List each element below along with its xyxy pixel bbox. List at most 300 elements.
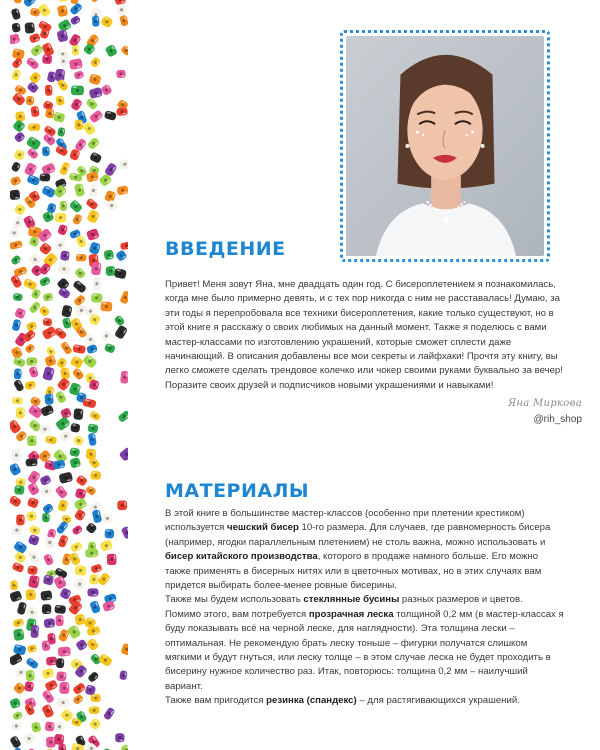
bead	[86, 344, 98, 354]
bead	[28, 524, 41, 536]
bead	[58, 744, 66, 750]
bead	[106, 266, 116, 276]
bead	[16, 514, 25, 525]
bead	[53, 112, 66, 124]
bead	[13, 644, 27, 656]
bead	[55, 213, 66, 223]
bead	[57, 499, 68, 512]
bead	[13, 681, 27, 695]
bead	[115, 3, 128, 16]
bead	[45, 346, 56, 358]
bead	[43, 318, 53, 326]
intro-paragraph	[165, 278, 565, 393]
bead	[41, 326, 57, 341]
bead	[71, 524, 83, 535]
bead	[73, 497, 87, 511]
intro-heading: ВВЕДЕНИЕ	[165, 238, 286, 260]
bead	[89, 574, 99, 585]
bead	[120, 371, 128, 384]
bead	[85, 522, 98, 535]
bead	[70, 98, 83, 112]
bead	[86, 228, 100, 241]
bead	[74, 267, 86, 280]
bead	[70, 541, 83, 553]
bead	[92, 277, 102, 291]
bead	[10, 462, 22, 476]
beads-decoration	[10, 0, 128, 750]
bead	[91, 293, 102, 303]
bead	[12, 48, 25, 60]
bead	[29, 33, 41, 44]
bead	[73, 70, 84, 79]
bead	[102, 600, 115, 612]
bead	[11, 216, 24, 231]
bead	[57, 224, 68, 236]
bead	[105, 529, 115, 539]
bead	[38, 305, 50, 317]
bead	[92, 16, 100, 27]
bead	[25, 605, 39, 619]
bead	[60, 708, 74, 722]
bead	[28, 123, 41, 131]
bead	[23, 732, 36, 745]
bead	[54, 734, 65, 746]
materials-paragraph-3	[165, 608, 565, 694]
bead	[73, 294, 86, 307]
bold-fishing-line: прозрачная леска	[308, 608, 394, 620]
bead	[30, 44, 44, 58]
materials-paragraph-4	[165, 694, 565, 708]
bead	[14, 0, 22, 3]
bead	[41, 689, 55, 704]
bead	[42, 667, 55, 679]
bead	[85, 549, 98, 558]
bead	[87, 0, 101, 3]
bead	[56, 671, 67, 681]
bead	[25, 57, 39, 71]
bold-glass-beads: стеклянные бусины	[303, 594, 400, 606]
bead	[74, 614, 86, 626]
bead	[89, 151, 102, 163]
bead	[87, 137, 101, 151]
bead	[12, 525, 22, 536]
bead	[42, 146, 50, 156]
bead	[89, 706, 100, 714]
bead	[24, 380, 36, 390]
bead	[45, 85, 53, 96]
bead	[119, 15, 128, 27]
bead	[91, 694, 101, 702]
bead	[60, 407, 72, 419]
bead	[42, 604, 51, 614]
bead	[86, 638, 99, 652]
text-run: Помимо этого, вам потребуется	[165, 608, 309, 620]
bead	[116, 185, 128, 195]
bead	[12, 618, 24, 628]
bead	[107, 554, 117, 566]
bead	[28, 575, 40, 589]
bead	[57, 5, 68, 17]
bead	[61, 305, 73, 318]
bead	[15, 111, 25, 122]
bead	[56, 658, 65, 668]
bead	[70, 423, 80, 433]
bead	[43, 292, 54, 301]
bead	[114, 268, 127, 279]
bead	[10, 735, 22, 749]
bead	[42, 513, 49, 522]
bead	[100, 330, 112, 342]
bead	[12, 319, 22, 332]
bead	[14, 551, 27, 564]
bead	[17, 601, 28, 615]
bead	[56, 357, 68, 369]
bead	[120, 743, 128, 750]
bead	[55, 69, 65, 82]
bead	[11, 562, 24, 574]
bead	[25, 657, 39, 670]
bead	[100, 15, 114, 28]
text-run: разных размеров и цветов.	[399, 594, 523, 606]
bead	[86, 209, 100, 223]
bead	[24, 681, 34, 692]
bead	[57, 534, 69, 548]
bead	[10, 580, 18, 590]
bead	[104, 343, 116, 354]
bead	[41, 185, 56, 199]
bead	[72, 213, 83, 225]
bead	[70, 355, 84, 369]
bead	[73, 408, 83, 420]
bead	[120, 159, 128, 169]
bead	[42, 54, 52, 64]
bead	[44, 393, 53, 404]
bead	[10, 33, 20, 44]
materials-section	[165, 507, 565, 709]
bead	[75, 565, 87, 576]
bead	[54, 485, 68, 499]
bead	[24, 22, 35, 34]
bead	[28, 550, 41, 565]
materials-paragraph-1	[165, 507, 565, 593]
bead	[89, 410, 101, 421]
bead	[115, 249, 128, 262]
bead	[24, 343, 36, 354]
bead	[13, 628, 24, 641]
bead	[39, 276, 51, 287]
bead	[115, 733, 124, 742]
bead	[41, 640, 50, 651]
bead	[75, 488, 87, 499]
bead	[12, 711, 23, 721]
bead	[11, 448, 22, 462]
bead	[59, 430, 72, 442]
bead	[47, 71, 57, 83]
bead	[119, 290, 128, 305]
bead	[30, 625, 39, 638]
bead	[116, 70, 126, 79]
bead	[69, 199, 83, 213]
bead	[70, 15, 82, 26]
bead	[26, 174, 40, 186]
bead	[30, 288, 41, 300]
bead	[59, 56, 67, 67]
bead	[72, 694, 84, 706]
bead	[88, 433, 97, 447]
bead	[92, 509, 103, 523]
bead	[90, 471, 101, 480]
bead	[114, 325, 128, 340]
bead	[89, 87, 103, 99]
bead	[76, 254, 87, 262]
bead	[87, 423, 99, 434]
bead	[28, 366, 39, 378]
bead	[16, 407, 25, 418]
bead	[40, 590, 52, 601]
bead	[54, 605, 66, 614]
bead	[52, 459, 65, 469]
materials-paragraph-2	[165, 593, 565, 607]
bead	[54, 720, 66, 733]
bead	[74, 183, 85, 197]
bead	[59, 161, 71, 176]
bead	[26, 81, 39, 94]
bead	[27, 482, 40, 496]
bead	[23, 0, 37, 8]
bead	[39, 474, 52, 486]
bead	[31, 721, 42, 732]
author-handle: @rih_shop	[533, 414, 582, 425]
bead	[75, 120, 84, 130]
text-run: Также мы будем использовать	[165, 594, 304, 606]
bead	[60, 250, 70, 261]
bead	[119, 447, 128, 462]
bead	[97, 572, 111, 587]
author-photo-frame	[340, 30, 550, 262]
bead	[30, 396, 42, 407]
bead	[60, 341, 73, 355]
bead	[11, 8, 22, 21]
bead	[29, 71, 42, 84]
bead	[87, 588, 98, 596]
bead	[55, 241, 65, 250]
bead	[44, 355, 57, 367]
bead	[105, 44, 118, 58]
bead	[53, 184, 68, 199]
bead	[13, 203, 26, 216]
bead	[11, 721, 22, 730]
bead	[11, 22, 21, 32]
bead	[72, 434, 84, 446]
bead	[89, 56, 101, 68]
bead	[26, 589, 36, 600]
bead	[100, 301, 112, 311]
bead	[13, 293, 23, 302]
bead	[62, 317, 72, 329]
bead	[28, 301, 41, 315]
text-run: толщиной 0,2 мм (в мастер-классах я буду показывать всё на черной леске, для наглядности). Эта толщина лески – оптимальная. Не рекомендую брать леску тоньше – фигурки получатся слишком мягкими и будут гнуться, или леску толще – в этом случае леска не будет проходить в бисерину нужное количество раз. Итак, повторюсь: толщина 0,2 мм – наилучший вариант.	[165, 608, 564, 692]
bead	[27, 497, 40, 509]
bead	[85, 198, 99, 211]
bead	[62, 553, 72, 566]
bead	[26, 357, 37, 366]
bead	[44, 721, 55, 732]
bead	[87, 671, 99, 683]
bead	[103, 249, 114, 260]
bead	[99, 539, 113, 552]
bead	[71, 85, 84, 95]
bead	[74, 508, 87, 521]
bead	[85, 485, 97, 496]
bead	[14, 485, 25, 495]
bead	[41, 488, 53, 496]
materials-heading: МАТЕРИАЛЫ	[165, 480, 310, 502]
bead	[120, 45, 128, 57]
bead	[45, 108, 55, 118]
bead	[82, 354, 98, 369]
bead	[120, 241, 128, 250]
bead	[89, 600, 101, 614]
bead	[37, 3, 51, 18]
bead	[28, 236, 40, 248]
bead	[10, 240, 23, 250]
bead	[98, 653, 113, 667]
text-run: – для растягивающихся украшений.	[356, 695, 520, 707]
bead	[57, 127, 66, 137]
bead	[69, 447, 80, 457]
bead	[104, 110, 117, 121]
bead	[69, 457, 81, 469]
bead	[12, 397, 23, 405]
bold-czech-beads: чешский бисер	[227, 522, 299, 534]
bead	[75, 474, 88, 486]
bead	[12, 119, 26, 133]
bead	[24, 162, 38, 177]
bead	[10, 590, 23, 603]
bead	[15, 668, 27, 677]
bead	[105, 199, 118, 212]
bead	[119, 670, 128, 680]
bold-spandex: резинка (спандекс)	[266, 695, 357, 707]
author-signature: Яна Миркова	[508, 398, 582, 409]
bold-chinese-beads: бисер китайского производства	[165, 551, 318, 563]
bead	[89, 73, 102, 85]
bead	[72, 682, 86, 695]
bead	[58, 472, 73, 484]
bead	[89, 242, 101, 255]
bead	[14, 149, 26, 161]
bead	[30, 106, 39, 118]
bead	[45, 435, 58, 445]
bead	[103, 707, 116, 721]
bead	[43, 0, 56, 1]
bead	[26, 670, 35, 681]
bead	[10, 495, 22, 508]
bead	[55, 615, 63, 626]
bead	[72, 280, 87, 294]
bead	[58, 287, 72, 300]
bead	[26, 96, 35, 106]
bead	[13, 379, 25, 392]
bead	[55, 95, 65, 106]
bead	[14, 307, 26, 319]
bead	[75, 305, 87, 316]
text-run: В этой книге в большинстве мастер-классов (особенно при плетении крестиком) используется	[165, 508, 525, 534]
bead	[91, 262, 102, 276]
text-run: 10-го размера. Для случаев, где равномерность бисера (например, ягодки параллельным плетением) не столь важна, можно использовать и	[165, 522, 551, 548]
bead	[10, 419, 22, 434]
bead	[72, 45, 80, 56]
bead	[85, 97, 98, 110]
bead	[57, 377, 71, 392]
bead	[89, 184, 98, 197]
bead	[58, 647, 71, 657]
bead	[27, 435, 37, 446]
intro-text: Привет! Меня зовут Яна, мне двадцать один год. С бисероплетением я познакомилась, когда мне было примерно девять, и с тех пор никогда с ним не расставалась! Думаю, за эти годы я перепробовала все техники бисероплетения, какие только существуют, но в этой книге я расскажу о своих любимых на данный момент. Также я поделюсь с вами мастер-классами по изготовлению украшений, которые сможет сплести даже начинающий. В описания добавлены все мои секреты и лайфхаки! Прочтя эту книгу, вы легко сможете сделать трендовое колечко или чокер своими руками буквально за вечер! Поразите своих друзей и подписчиков новыми украшениями и навыками!	[165, 279, 563, 391]
bead	[14, 368, 22, 379]
bead	[27, 644, 37, 653]
bead	[73, 577, 87, 592]
bead	[27, 565, 38, 575]
bead	[10, 228, 20, 239]
bead	[55, 390, 67, 404]
bead	[10, 274, 23, 289]
bead	[69, 2, 83, 16]
bead	[60, 367, 71, 380]
bead	[40, 173, 51, 181]
bead	[113, 315, 125, 327]
bead	[28, 252, 42, 266]
bead	[69, 58, 83, 70]
bead	[26, 458, 38, 466]
bead	[46, 656, 57, 665]
bead	[117, 410, 128, 423]
bead	[40, 404, 54, 417]
text-run: , которого в продаже намного больше. Его можно также применять в бисерных нитях или в цветочных мотивах, но в этих случаях вам придется выбирать более-менее ровные бисерины.	[165, 551, 542, 592]
bead	[23, 278, 38, 291]
bead	[101, 513, 114, 524]
bead	[10, 254, 22, 265]
bead	[57, 698, 70, 708]
bead	[12, 356, 26, 368]
bead	[58, 628, 70, 642]
bead	[10, 176, 21, 186]
bead	[43, 553, 55, 566]
bead	[89, 109, 104, 123]
bead	[117, 500, 127, 510]
bead	[42, 366, 55, 381]
bead	[54, 327, 68, 340]
bead	[90, 564, 102, 574]
bead	[26, 136, 42, 151]
bead	[39, 425, 51, 434]
bead	[116, 107, 128, 115]
bead	[10, 697, 21, 709]
bead	[26, 510, 38, 522]
bead	[121, 643, 128, 656]
bead	[27, 470, 41, 485]
bead	[82, 398, 96, 408]
bead	[57, 263, 71, 276]
bead	[28, 534, 40, 546]
bead	[58, 0, 68, 2]
bead	[121, 526, 128, 540]
bead	[59, 682, 69, 694]
bead	[45, 537, 55, 548]
bead	[44, 679, 58, 691]
bead	[56, 29, 68, 42]
bead	[114, 0, 126, 5]
